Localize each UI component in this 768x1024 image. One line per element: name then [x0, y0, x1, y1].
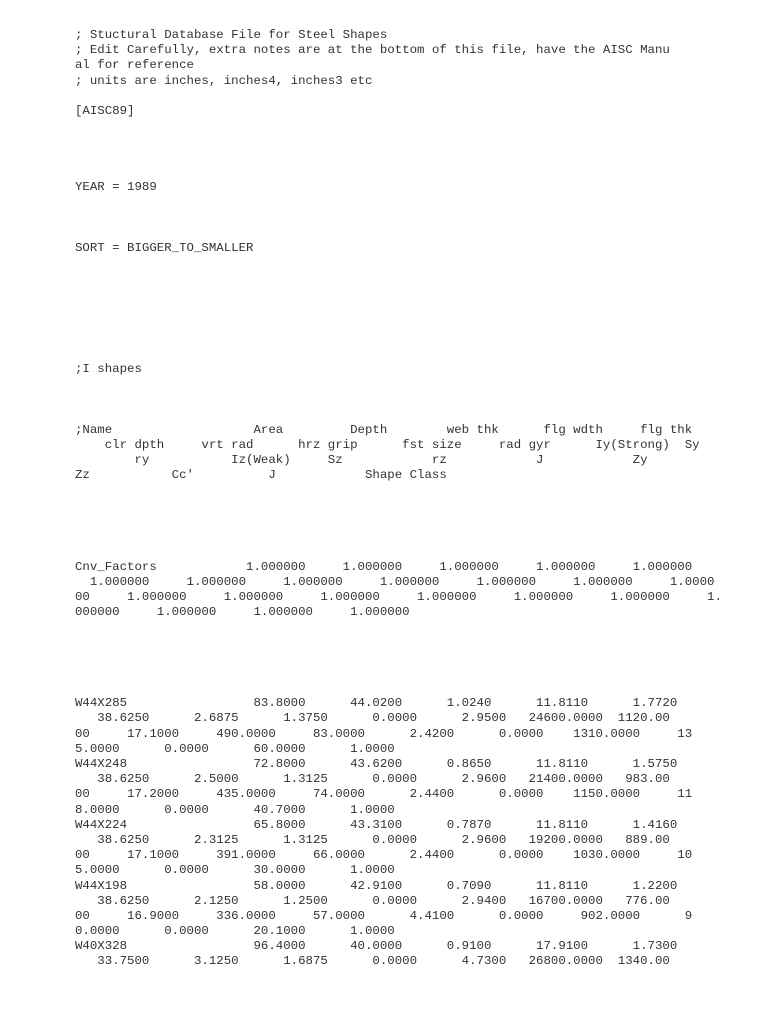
- text-line: [75, 544, 765, 559]
- text-line: [75, 134, 765, 149]
- text-line: 00 17.2000 435.0000 74.0000 2.4400 0.0000 1150.0000 11: [75, 787, 693, 802]
- text-line: 8.0000 0.0000 40.7000 1.0000: [75, 802, 395, 817]
- text-line: [75, 408, 765, 423]
- text-line: SORT = BIGGER_TO_SMALLER: [75, 240, 254, 255]
- text-line: W40X328 96.4000 40.0000 0.9100 17.9100 1.7300: [75, 939, 678, 954]
- text-line: [75, 150, 765, 165]
- text-line: 00 1.000000 1.000000 1.000000 1.000000 1.000000 1.000000 1.: [75, 589, 722, 604]
- text-line: [75, 514, 765, 529]
- text-line: [75, 636, 765, 651]
- text-line: 00 17.1000 391.0000 66.0000 2.4400 0.0000 1030.0000 10: [75, 848, 693, 863]
- text-line: [75, 347, 765, 362]
- text-line: 5.0000 0.0000 30.0000 1.0000: [75, 863, 395, 878]
- document-text: [75, 28, 765, 970]
- text-line: 38.6250 2.1250 1.2500 0.0000 2.9400 16700.0000 776.00: [75, 893, 670, 908]
- text-line: [75, 499, 765, 514]
- text-line: ry Iz(Weak) Sz rz J Zy: [75, 453, 648, 468]
- text-line: [75, 271, 765, 286]
- text-line: W44X224 65.8000 43.3100 0.7870 11.8110 1.4160: [75, 817, 678, 832]
- text-line: [75, 620, 765, 635]
- text-line: W44X248 72.8000 43.6200 0.8650 11.8110 1.5750: [75, 757, 678, 771]
- text-line: 5.0000 0.0000 60.0000 1.0000: [75, 741, 395, 756]
- text-line: 00 17.1000 490.0000 83.0000 2.4200 0.0000 1310.0000 13: [75, 726, 693, 741]
- text-line: [75, 317, 765, 332]
- text-line: [75, 256, 765, 271]
- text-line: 38.6250 2.5000 1.3125 0.0000 2.9600 21400.0000 983.00: [75, 772, 670, 787]
- text-line: 00 16.9000 336.0000 57.0000 4.4100 0.0000 902.0000 9: [75, 908, 693, 923]
- text-line: [75, 210, 765, 225]
- text-line: ; Edit Carefully, extra notes are at the bottom of this file, have the AISC Manu: [75, 43, 670, 58]
- text-line: [75, 286, 765, 301]
- text-line: [75, 393, 765, 408]
- text-line: [75, 681, 765, 696]
- text-line: YEAR = 1989: [75, 179, 157, 194]
- text-line: [75, 377, 765, 392]
- text-line: W44X198 58.0000 42.9100 0.7090 11.8110 1.2200: [75, 878, 678, 893]
- text-line: [75, 332, 765, 347]
- text-line: [75, 484, 765, 499]
- text-line: 000000 1.000000 1.000000 1.000000: [75, 605, 410, 620]
- text-line: ; units are inches, inches4, inches3 etc: [75, 73, 373, 88]
- text-line: ;Name Area Depth web thk flg wdth flg thk: [75, 422, 693, 437]
- text-line: 0.0000 0.0000 20.1000 1.0000: [75, 924, 395, 939]
- text-line: [75, 165, 765, 180]
- text-line: W44X285 83.8000 44.0200 1.0240 11.8110 1.7720: [75, 696, 678, 711]
- text-line: al for reference: [75, 58, 194, 73]
- text-line: [75, 89, 765, 104]
- text-line: [75, 666, 765, 681]
- text-line: ; Stuctural Database File for Steel Shapes: [75, 28, 388, 42]
- text-line: ;I shapes: [75, 362, 142, 377]
- text-line: [AISC89]: [75, 103, 135, 118]
- text-line: 38.6250 2.3125 1.3125 0.0000 2.9600 19200.0000 889.00: [75, 832, 670, 847]
- text-line: [75, 651, 765, 666]
- text-line: 1.000000 1.000000 1.000000 1.000000 1.000000 1.000000 1.0000: [75, 574, 715, 589]
- text-line: [75, 119, 765, 134]
- text-line: clr dpth vrt rad hrz grip fst size rad gyr Iy(Strong) Sy: [75, 438, 700, 453]
- text-line: Cnv_Factors 1.000000 1.000000 1.000000 1.000000 1.000000: [75, 559, 693, 574]
- text-line: [75, 529, 765, 544]
- text-line: [75, 195, 765, 210]
- text-line: 38.6250 2.6875 1.3750 0.0000 2.9500 24600.0000 1120.00: [75, 711, 670, 726]
- text-line: [75, 225, 765, 240]
- text-line: [75, 301, 765, 316]
- text-line: 33.7500 3.1250 1.6875 0.0000 4.7300 26800.0000 1340.00: [75, 954, 670, 969]
- text-line: Zz Cc' J Shape Class: [75, 468, 447, 483]
